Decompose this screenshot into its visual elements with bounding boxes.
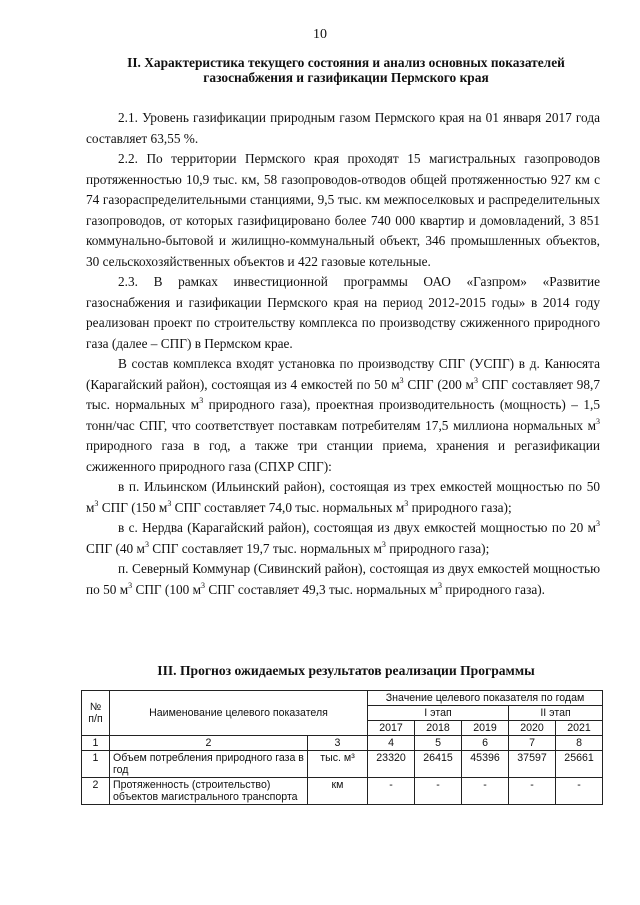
paragraph-2-2: 2.2. По территории Пермского края проходят 15 магистральных газопроводов протяженностью 10,9 тыс. км, 58 газопроводов-отводов общей протяженностью 927 км с 74 газораспределительными станциями, 9,5 тыс. км межпоселковых и распределительных газопроводов, от которых газифицировано более 740 000 квартир и домовладений, 3 851 коммунально-бытовой и жилищно-коммунальный объект, 346 промышленных объектов, 30 сельскохозяйственных объектов и 422 газовые котельные. <box>86 151 600 269</box>
superscript: 3 <box>381 539 386 549</box>
text-run: п. Северный Коммунар (Сивинский район), состоящая из двух емкостей мощностью по 50 м <box>86 561 600 597</box>
table-index-row <box>82 736 603 751</box>
header-stage-1: I этап <box>368 706 509 721</box>
text-run: СПГ (100 м <box>132 581 202 597</box>
superscript: 3 <box>144 539 149 549</box>
row-value: - <box>509 778 556 805</box>
row-value: - <box>415 778 462 805</box>
text-run: СПГ (40 м <box>86 540 145 556</box>
header-year: 2017 <box>368 721 415 736</box>
paragraph-ilinsky <box>86 477 600 518</box>
header-year: 2021 <box>556 721 603 736</box>
index-cell: 2 <box>110 736 308 751</box>
row-value: 23320 <box>368 751 415 778</box>
text-run: СПГ составляет 49,3 тыс. нормальных м <box>205 581 438 597</box>
superscript: 3 <box>596 519 600 528</box>
text-run: природного газа); <box>385 540 490 556</box>
superscript: 3 <box>473 375 478 385</box>
section-2-title-line2: газоснабжения и газификации Пермского края <box>203 70 489 85</box>
text-run: природного газа в год, а также три станции приема, хранения и регазификации сжиженного природного газа (СПХР СПГ): <box>86 438 600 474</box>
text-run: СПГ составляет 19,7 тыс. нормальных м <box>148 540 382 556</box>
superscript: 3 <box>399 375 404 385</box>
row-value: 45396 <box>462 751 509 778</box>
paragraph-nerdva <box>86 518 600 559</box>
header-name: Наименование целевого показателя <box>110 691 368 736</box>
superscript: 3 <box>199 396 204 405</box>
text-run: природного газа); <box>408 499 512 515</box>
text-run: природного газа), проектная производительность (мощность) – 1,5 тонн/час СПГ, что соответствует поставкам потребителям 17,5 миллиона нормальных м <box>86 397 600 433</box>
index-cell: 6 <box>462 736 509 751</box>
header-target-values: Значение целевого показателя по годам <box>368 691 603 706</box>
index-cell: 3 <box>308 736 368 751</box>
row-num: 2 <box>82 778 110 805</box>
superscript: 3 <box>128 580 133 590</box>
index-cell: 1 <box>82 736 110 751</box>
superscript: 3 <box>596 416 600 426</box>
row-unit: км <box>308 778 368 805</box>
row-name: Объем потребления природного газа в год <box>110 751 308 778</box>
paragraph-2-3: 2.3. В рамках инвестиционной программы ОАО «Газпром» «Развитие газоснабжения и газификации Пермского края на период 2012-2015 годы» в 2014 году реализован проект по строительству комплекса по производству сжиженного природного газа (далее – СПГ) в Пермском крае. <box>86 274 600 351</box>
index-cell: 4 <box>368 736 415 751</box>
header-num: № п/п <box>82 691 110 736</box>
row-unit: тыс. м³ <box>308 751 368 778</box>
paragraph-complex <box>86 354 600 477</box>
index-cell: 8 <box>556 736 603 751</box>
row-name: Протяженность (строительство) объектов магистрального транспорта <box>110 778 308 805</box>
text-run: в с. Нердва (Карагайский район), состоящая из двух емкостей мощностью по 20 м <box>118 520 596 535</box>
header-stage-2: II этап <box>509 706 603 721</box>
row-value: 25661 <box>556 751 603 778</box>
text-run: СПГ составляет 74,0 тыс. нормальных м <box>171 499 405 515</box>
text-run: СПГ составляет 98,7 тыс. нормальных м <box>86 376 600 412</box>
superscript: 3 <box>94 498 99 508</box>
row-value: - <box>462 778 509 805</box>
text-run: В состав комплекса входят установка по производству СПГ (УСПГ) в д. Канюсята (Карагайский район), состоящая из 4 емкостей по 50 м <box>86 356 600 392</box>
row-value: 26415 <box>415 751 462 778</box>
table-header-row <box>82 691 603 706</box>
header-year: 2020 <box>509 721 556 736</box>
section-2-title-line1: II. Характеристика текущего состояния и анализ основных показателей <box>127 55 565 70</box>
text-run: в п. Ильинском (Ильинский район), состоящая из трех емкостей мощностью по 50 м <box>86 479 600 515</box>
page-number: 10 <box>313 27 327 42</box>
indicator-table <box>81 690 603 805</box>
superscript: 3 <box>437 580 442 590</box>
section-2-heading <box>86 55 606 85</box>
index-cell: 7 <box>509 736 556 751</box>
header-year: 2018 <box>415 721 462 736</box>
row-num: 1 <box>82 751 110 778</box>
superscript: 3 <box>167 498 172 508</box>
superscript: 3 <box>201 580 206 590</box>
body-text <box>86 108 600 600</box>
row-value: 37597 <box>509 751 556 778</box>
superscript: 3 <box>404 498 409 508</box>
section-3-heading: III. Прогноз ожидаемых результатов реализации Программы <box>157 663 535 678</box>
table-row <box>82 751 603 778</box>
paragraph-2-1: 2.1. Уровень газификации природным газом Пермского края на 01 января 2017 года составляет 63,55 %. <box>86 110 600 146</box>
text-run: СПГ (200 м <box>403 376 474 392</box>
paragraph-severny <box>86 559 600 600</box>
header-year: 2019 <box>462 721 509 736</box>
index-cell: 5 <box>415 736 462 751</box>
text-run: СПГ (150 м <box>98 499 168 515</box>
row-value: - <box>556 778 603 805</box>
row-value: - <box>368 778 415 805</box>
text-run: природного газа). <box>441 581 545 597</box>
table-row <box>82 778 603 805</box>
